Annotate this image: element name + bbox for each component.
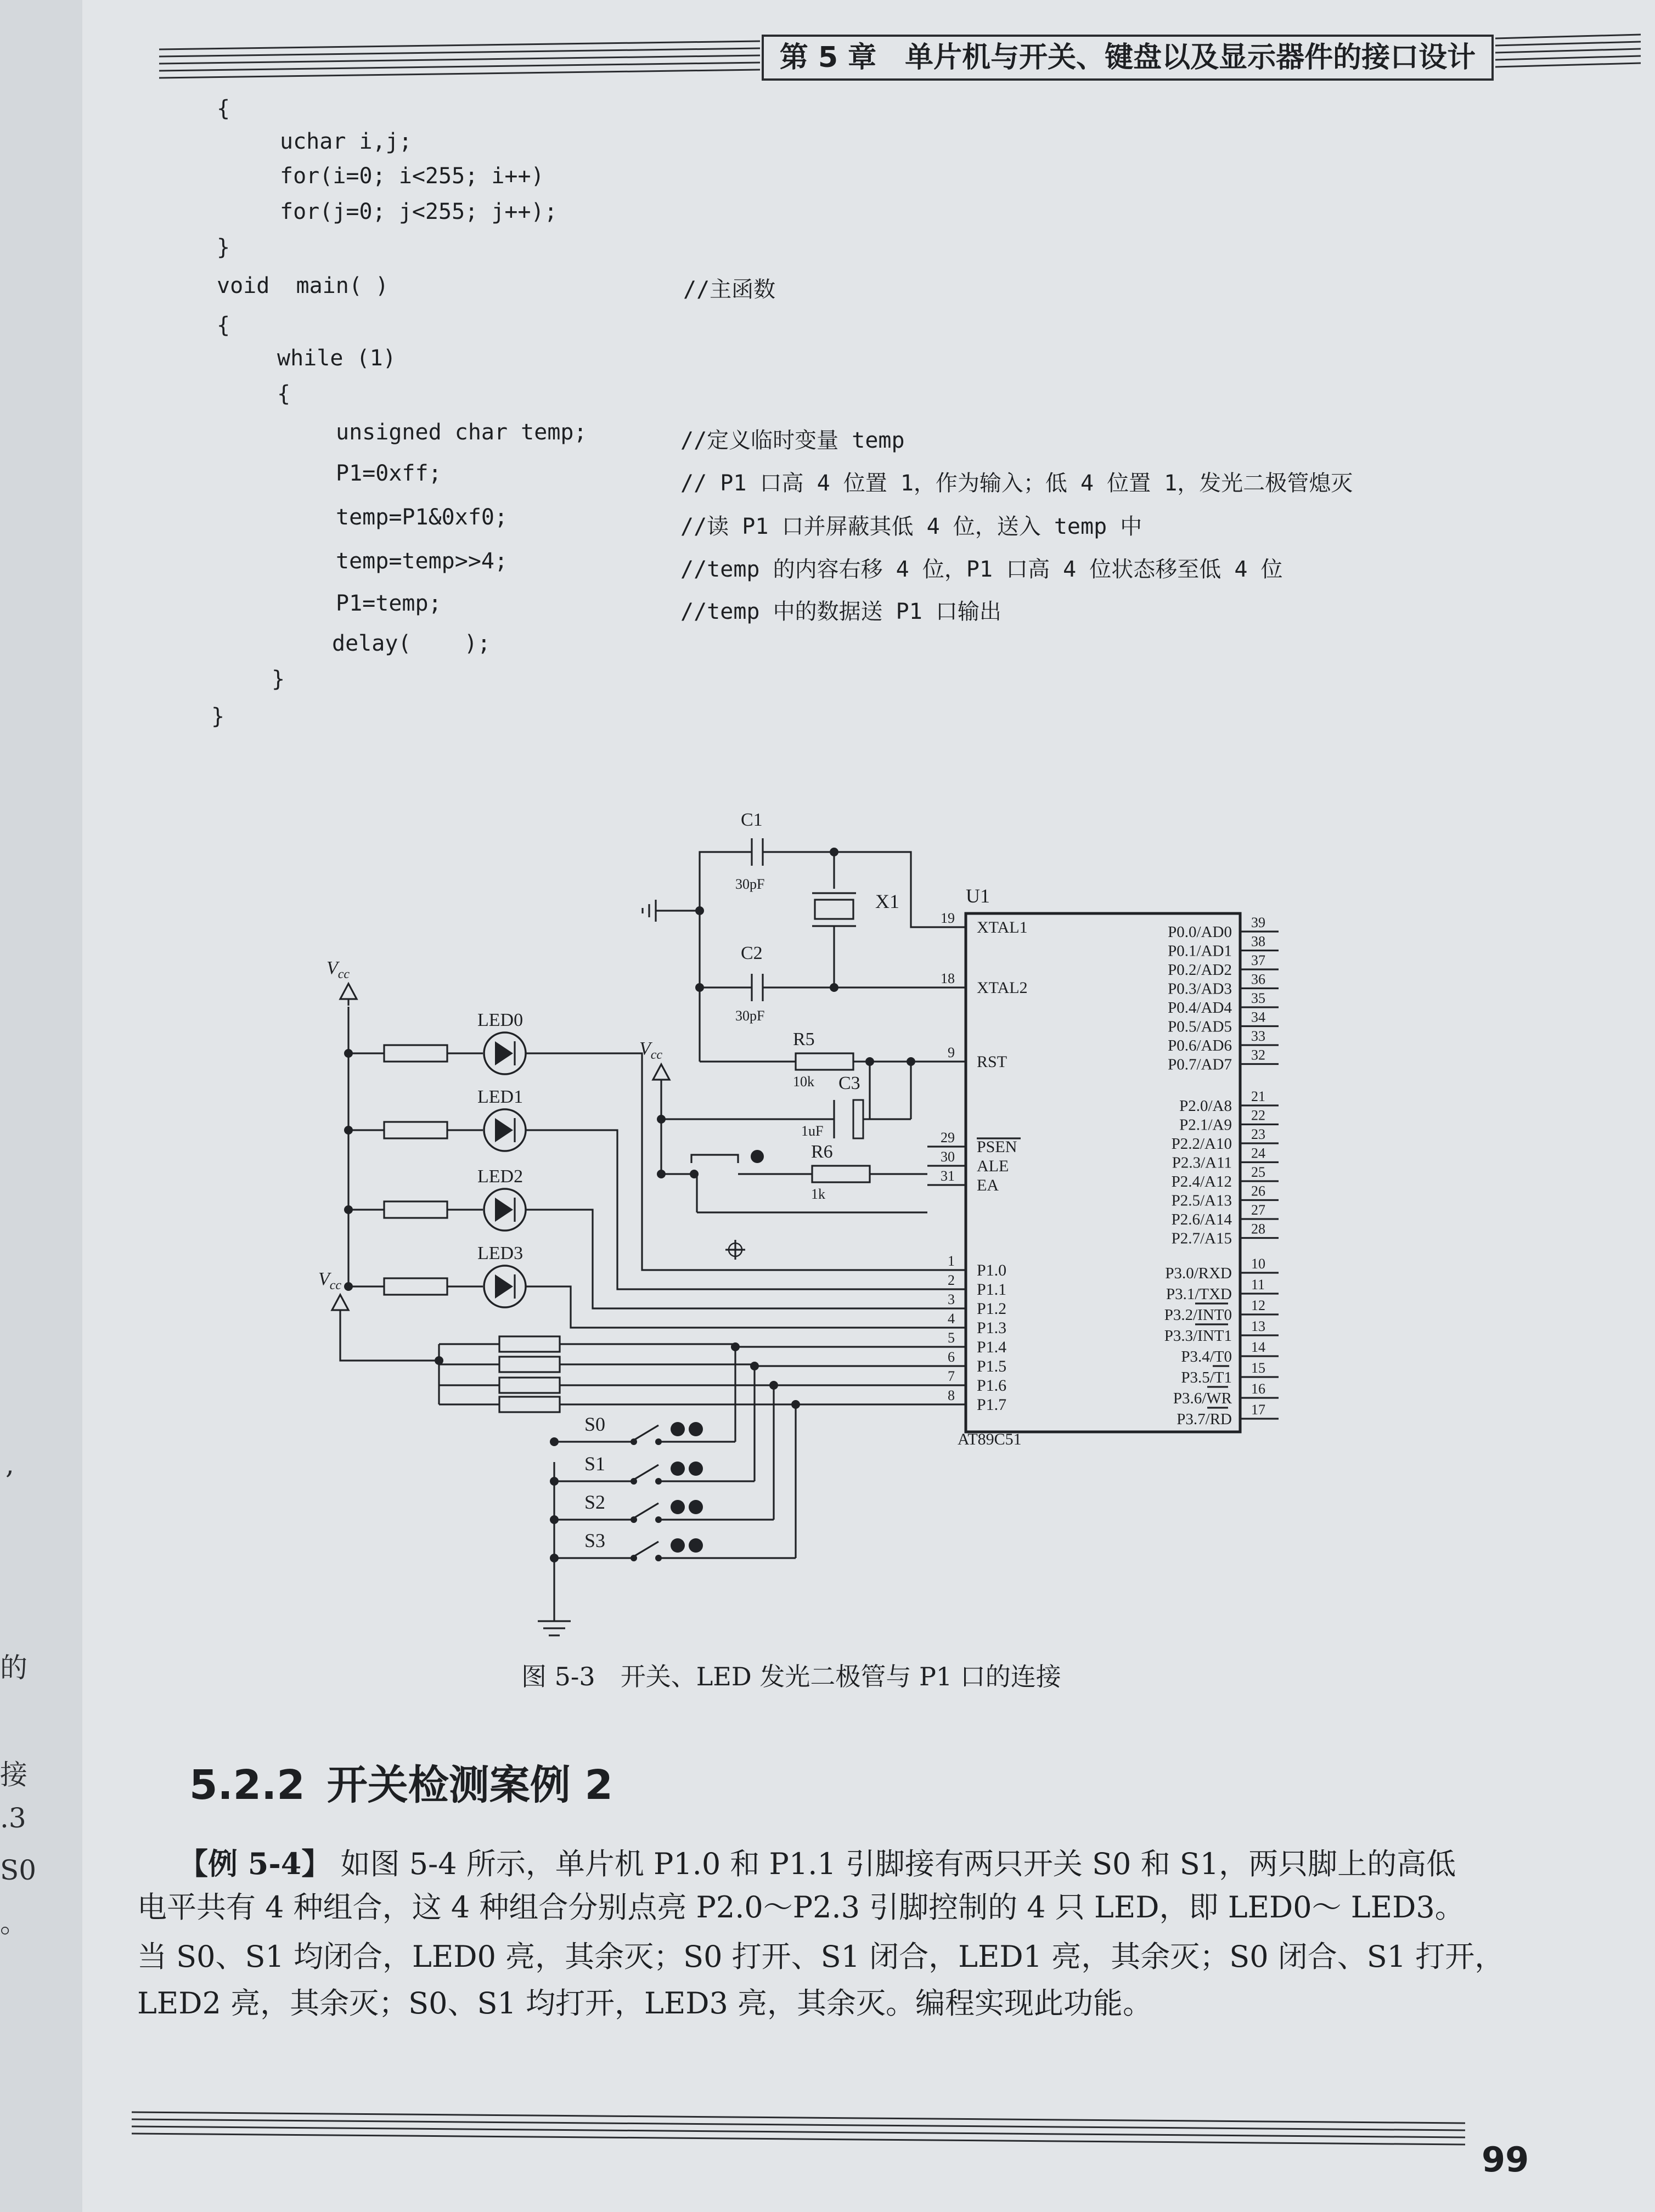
chip-model: AT89C51	[958, 1430, 1022, 1448]
pullup-resistor	[499, 1357, 560, 1372]
vcc-label: $V_{cc}$	[318, 1269, 342, 1293]
pin-label: P3.0/RXD	[1165, 1265, 1232, 1282]
pullup-resistor	[499, 1336, 560, 1352]
junction-dot	[907, 1057, 915, 1066]
code-line: {	[217, 96, 230, 121]
pin-label: P3.4/T0	[1181, 1348, 1232, 1365]
pin-number: 23	[1251, 1126, 1265, 1142]
pin-number: 30	[941, 1149, 955, 1165]
pin-number: 16	[1251, 1381, 1265, 1397]
switch-contact	[631, 1438, 637, 1445]
pin-number: 12	[1251, 1297, 1265, 1313]
pin-label: P0.7/AD7	[1168, 1056, 1232, 1074]
pin-label: P2.3/A11	[1172, 1154, 1232, 1172]
left-fragment: S0	[0, 1854, 37, 1886]
led-wire	[526, 1210, 927, 1308]
footer-rule	[132, 2101, 1471, 2151]
pin-label: P1.5	[977, 1357, 1007, 1375]
pin-label: XTAL2	[977, 979, 1028, 997]
pin-number: 17	[1251, 1402, 1265, 1418]
section-heading	[189, 1753, 613, 1811]
pin-label: P1.6	[977, 1376, 1007, 1395]
chapter-title: 第 5 章 单片机与开关、键盘以及显示器件的接口设计	[779, 41, 1476, 74]
pin-label: P2.7/A15	[1171, 1229, 1232, 1248]
vcc-symbol	[332, 1295, 348, 1310]
pin-number: 13	[1251, 1318, 1265, 1334]
switch-contact	[671, 1422, 685, 1436]
r5-value: 10k	[793, 1074, 814, 1090]
code-line: unsigned char temp;	[336, 420, 587, 445]
pin-label: P3.6/WR	[1173, 1390, 1232, 1407]
code-line: {	[217, 313, 230, 338]
c3-value: 1uF	[801, 1123, 824, 1139]
pin-number: 11	[1251, 1277, 1265, 1293]
code-line: for(i=0; i<255; i++)	[280, 163, 544, 189]
r6-label: R6	[811, 1142, 833, 1162]
c1-label: C1	[741, 810, 763, 830]
vcc-label: $V_{cc}$	[327, 958, 350, 981]
c1-value: 30pF	[735, 876, 765, 892]
code-comment: //temp 的内容右移 4 位，P1 口高 4 位状态移至低 4 位	[680, 557, 1283, 582]
vcc-symbol	[653, 1064, 669, 1080]
pin-label: XTAL1	[977, 918, 1028, 936]
pin-number: 39	[1251, 915, 1265, 930]
pin-label: PSEN	[977, 1138, 1017, 1156]
code-comment: //读 P1 口并屏蔽其低 4 位，送入 temp 中	[680, 514, 1142, 539]
paragraph-line: 【例 5-4】 如图 5-4 所示，单片机 P1.0 和 P1.1 引脚接有两只开关 S0 和 S1，两只脚上的高低	[178, 1846, 1456, 1881]
pullup-resistor	[499, 1378, 560, 1393]
r6-value: 1k	[811, 1186, 825, 1202]
pin-number: 10	[1251, 1256, 1265, 1272]
code-line: P1=0xff;	[336, 461, 442, 486]
led-diode	[495, 1118, 513, 1142]
switch-contact	[631, 1478, 637, 1485]
led-diode	[495, 1041, 513, 1065]
code-line: {	[277, 381, 291, 407]
led-resistor	[384, 1122, 447, 1138]
pin-label: P0.2/AD2	[1168, 961, 1232, 979]
switch-label: S1	[584, 1453, 606, 1475]
pin-label: P0.5/AD5	[1168, 1018, 1232, 1036]
pin-number: 36	[1251, 971, 1265, 988]
switch-contact	[671, 1500, 685, 1514]
pin-number: 27	[1251, 1202, 1265, 1218]
left-fragment: ,	[5, 1448, 14, 1480]
page-number: 99	[1482, 2140, 1529, 2180]
example-label: 【例 5-4】	[178, 1846, 331, 1881]
switch-label: S2	[584, 1491, 606, 1513]
led-resistor	[384, 1278, 447, 1295]
pin-number: 38	[1251, 933, 1265, 950]
pin-label: P0.1/AD1	[1168, 942, 1232, 960]
pin-label: P2.4/A12	[1171, 1173, 1232, 1190]
pin-number: 33	[1251, 1028, 1265, 1044]
vcc-label: $V_{cc}$	[639, 1039, 663, 1062]
pin-label: RST	[977, 1053, 1007, 1071]
pin-number: 25	[1251, 1164, 1265, 1180]
paragraph-line: 电平共有 4 种组合，这 4 种组合分别点亮 P2.0～P2.3 引脚控制的 4 只 LED，即 LED0～ LED3。	[137, 1890, 1465, 1925]
switch-contact	[631, 1516, 637, 1523]
pin-label: P3.3/INT1	[1164, 1327, 1232, 1345]
pin-number: 5	[948, 1330, 955, 1346]
pin-label: P2.1/A9	[1179, 1116, 1232, 1134]
pin-label: P0.0/AD0	[1168, 923, 1232, 941]
pin-label: P3.1/TXD	[1166, 1285, 1232, 1303]
pin-number: 19	[941, 910, 955, 926]
led-diode	[495, 1198, 513, 1222]
c2-label: C2	[741, 943, 763, 963]
left-fragment: 。	[0, 1907, 27, 1939]
pin-label: ALE	[977, 1157, 1009, 1175]
switch-label: S3	[584, 1530, 606, 1551]
resistor-r6	[812, 1166, 870, 1182]
button-contact	[751, 1150, 764, 1163]
pin-number: 15	[1251, 1360, 1265, 1376]
junction-dot	[830, 848, 838, 856]
pin-number: 28	[1251, 1221, 1265, 1237]
switch-contact	[689, 1500, 703, 1514]
pin-number: 37	[1251, 952, 1265, 968]
pin-label: P1.2	[977, 1300, 1007, 1318]
pin-number: 26	[1251, 1183, 1265, 1199]
section-title: 开关检测案例 2	[327, 1762, 613, 1809]
section-number: 5.2.2	[189, 1762, 305, 1809]
pin-label: P0.4/AD4	[1168, 999, 1232, 1017]
pin-number: 34	[1251, 1009, 1265, 1025]
pin-number: 6	[948, 1349, 955, 1365]
code-comment: //定义临时变量 temp	[680, 428, 905, 453]
led-wire	[526, 1053, 927, 1270]
pin-number: 31	[941, 1168, 955, 1184]
pin-number: 3	[948, 1291, 955, 1307]
code-line: temp=P1&0xf0;	[336, 505, 508, 530]
pin-number: 7	[948, 1368, 955, 1384]
figure-caption: 图 5-3 开关、LED 发光二极管与 P1 口的连接	[521, 1662, 1061, 1691]
switch-contact	[631, 1555, 637, 1561]
code-line: }	[211, 704, 225, 729]
switch-contact	[689, 1462, 703, 1476]
crystal	[815, 900, 853, 919]
pin-number: 1	[948, 1253, 955, 1269]
pin-number: 29	[941, 1130, 955, 1146]
pin-number: 21	[1251, 1088, 1265, 1104]
led-label: LED0	[477, 1010, 523, 1030]
wire	[763, 852, 927, 927]
pin-number: 2	[948, 1272, 955, 1288]
code-comment: //temp 中的数据送 P1 口输出	[680, 599, 1001, 624]
switch-contact	[671, 1538, 685, 1553]
pin-label: P1.0	[977, 1261, 1007, 1279]
code-line: for(j=0; j<255; j++);	[280, 199, 558, 224]
code-line: P1=temp;	[336, 591, 442, 616]
code-line: void main( )	[217, 273, 389, 298]
paragraph-line: 当 S0、S1 均闭合，LED0 亮，其余灭；S0 打开、S1 闭合，LED1 亮，其余灭；S0 闭合、S1 打开，	[137, 1939, 1505, 1974]
pin-label: P1.7	[977, 1396, 1007, 1414]
pin-number: 14	[1251, 1339, 1265, 1355]
pin-label: P2.5/A13	[1171, 1192, 1232, 1210]
led-label: LED3	[477, 1243, 523, 1263]
code-line: }	[217, 235, 230, 260]
led-resistor	[384, 1045, 447, 1062]
c3-label: C3	[838, 1073, 860, 1093]
code-comment: //主函数	[683, 277, 776, 302]
pin-number: 8	[948, 1387, 955, 1403]
pin-label: P2.6/A14	[1171, 1211, 1232, 1228]
pin-number: 4	[948, 1311, 955, 1327]
x1-label: X1	[875, 890, 899, 912]
pullup-resistor	[499, 1397, 560, 1412]
reset-button	[691, 1155, 738, 1163]
vcc-wire	[340, 1317, 439, 1361]
switch-contact	[689, 1538, 703, 1553]
chip-name: U1	[966, 885, 990, 907]
switch-contact	[689, 1422, 703, 1436]
pin-number: 18	[941, 970, 955, 986]
code-line: delay( );	[332, 631, 491, 656]
c2-value: 30pF	[735, 1008, 765, 1024]
pin-label: P2.2/A10	[1171, 1135, 1232, 1153]
led-label: LED2	[477, 1166, 523, 1187]
pin-number: 24	[1251, 1145, 1265, 1161]
pin-label: P0.6/AD6	[1168, 1037, 1232, 1054]
pin-label: P2.0/A8	[1179, 1097, 1232, 1115]
switch-label: S0	[584, 1413, 606, 1435]
vcc-symbol	[340, 984, 357, 999]
code-line: while (1)	[277, 346, 396, 371]
pin-number: 9	[948, 1045, 955, 1060]
paragraph-line: LED2 亮，其余灭；S0、S1 均打开，LED3 亮，其余灭。编程实现此功能。	[137, 1986, 1153, 2021]
pin-label: P1.3	[977, 1319, 1007, 1337]
r5-label: R5	[793, 1029, 815, 1049]
pin-number: 35	[1251, 990, 1265, 1006]
pin-label: EA	[977, 1176, 999, 1194]
pin-label: P1.1	[977, 1280, 1007, 1299]
pin-number: 32	[1251, 1047, 1265, 1063]
pin-number: 22	[1251, 1107, 1265, 1124]
code-line: uchar i,j;	[280, 129, 412, 154]
resistor-r5	[796, 1053, 853, 1070]
left-fragment: 的	[0, 1652, 27, 1684]
led-resistor	[384, 1201, 447, 1218]
led-label: LED1	[477, 1087, 523, 1107]
led-wire	[526, 1286, 927, 1328]
switch-contact	[671, 1462, 685, 1476]
capacitor-c3	[853, 1100, 863, 1138]
pin-label: P3.7/RD	[1176, 1410, 1232, 1428]
pin-label: P0.3/AD3	[1168, 980, 1232, 998]
pin-label: P3.5/T1	[1181, 1369, 1232, 1386]
pin-label: P3.2/INT0	[1164, 1306, 1232, 1324]
pin-label: P1.4	[977, 1338, 1007, 1356]
code-comment: // P1 口高 4 位置 1，作为输入；低 4 位置 1，发光二极管熄灭	[680, 471, 1353, 496]
led-diode	[495, 1274, 513, 1299]
code-line: temp=temp>>4;	[336, 549, 508, 574]
code-line: }	[272, 667, 285, 692]
left-fragment: .3	[0, 1802, 26, 1834]
left-fragment: 接	[0, 1759, 27, 1791]
